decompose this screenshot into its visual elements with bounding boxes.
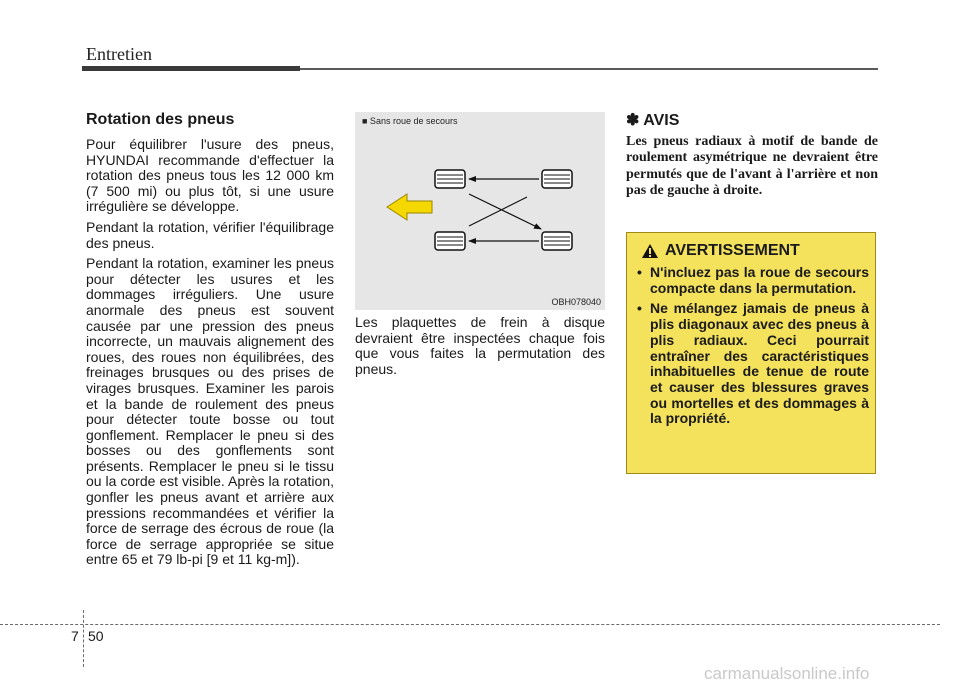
header-rule-thin [300, 68, 878, 70]
rotation-paragraph: Pour équilibrer l'usure des pneus, HYUNDAI recommande d'effectuer la rotation des pneus tous les 12 000 km (7 500 mi) ou plus tôt, si une usure irrégulière se développe. [86, 136, 334, 215]
forward-arrow-icon [387, 194, 432, 220]
rotation-title: Rotation des pneus [86, 111, 235, 128]
tire-rear-left [542, 170, 572, 188]
avis-title: ✽ AVIS [626, 112, 680, 129]
bullet-icon: • [637, 264, 642, 280]
warning-title: AVERTISSEMENT [665, 242, 800, 259]
warning-item-text: N'incluez pas la roue de secours compacte dans la permutation. [650, 264, 869, 296]
warning-box [626, 232, 876, 474]
footer-vertical-divider [83, 610, 84, 667]
footer-page-number: 50 [88, 628, 104, 644]
footer-divider [0, 624, 940, 625]
tire-rotation-diagram [355, 112, 605, 310]
figure-label: ■ Sans roue de secours [362, 116, 458, 126]
figure-code: OBH078040 [551, 297, 601, 307]
warning-list [637, 265, 869, 432]
rotation-paragraph: Pendant la rotation, vérifier l'équilibrage des pneus. [86, 218, 334, 251]
tire-front-right [435, 232, 465, 250]
tire-rear-right [542, 232, 572, 250]
footer-chapter-number: 7 [71, 628, 79, 644]
rotation-arrow-cross-down [469, 194, 541, 229]
rotation-section [86, 111, 334, 573]
header-title: Entretien [86, 44, 152, 64]
tire-rotation-figure [355, 112, 605, 310]
avis-text: Les pneus radiaux à motif de bande de roulement asymétrique ne devraient être permutés que de l'avant à l'arrière et non pas de gauche à droite. [626, 134, 878, 199]
rotation-paragraph: Pendant la rotation, examiner les pneus pour détecter les usures et les dommages irréguliers. Une usure anormale des pneus est souvent causée par une pression des pneus incorrecte, un mauvais alignement des roues, des roues non équilibrées, des freinages brusques ou des prises de virages brusques. Examiner les parois et la bande de roulement des pneus pour détecter toute bosse ou tout gonflement. Remplacer le pneu si des bosses ou des gonflements sont présents. Remplacer le pneu si le tissu ou la corde est visible. Après la rotation, gonfler les pneus avant et arrière aux pressions recommandées et vérifier la force de serrage des écrous de roue (la force de serrage appropriée se situe entre 65 et 79 lb-pi [9 et 11 kg-m]). [86, 255, 334, 568]
warning-item [637, 265, 869, 296]
warning-item-text: Ne mélangez jamais de pneus à plis diagonaux avec des pneus à plis radiaux. Ceci pourrait entraîner des caractéristiques inhabituelles de tenue de route et causer des blessures graves ou mortelles et des dommages à la propriété. [650, 300, 869, 427]
warning-item [637, 301, 869, 427]
bullet-icon: • [637, 300, 642, 317]
brake-pad-paragraph: Les plaquettes de frein à disque devraient être inspectées chaque fois que vous faites la permutation des pneus. [355, 314, 605, 377]
tire-front-left [435, 170, 465, 188]
watermark: carmanualsonline.info [704, 664, 870, 683]
header-rule-thick [82, 66, 300, 71]
warning-triangle-icon [641, 243, 659, 259]
warning-header [641, 242, 800, 260]
rotation-line-cross-up [469, 197, 527, 226]
